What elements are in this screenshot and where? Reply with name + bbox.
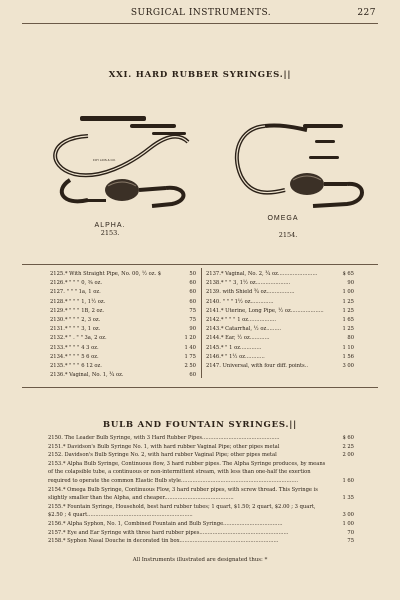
- section-title-hard-rubber: XXI. HARD RUBBER SYRINGES.||: [108, 70, 292, 80]
- list-item: 2141.* Uterine, Long Pipe, ½ oz.................... 1 25: [206, 307, 354, 314]
- list-item: 2129.* " " " 1B, 2 oz. 75: [50, 307, 196, 314]
- page-header: [26, 8, 376, 22]
- list-item: 2143.* Catarrhal, ½ oz......... 1 25: [206, 326, 354, 333]
- alpha-number: 2153.: [100, 229, 120, 237]
- alpha-name: ALPHA.: [94, 222, 126, 229]
- section-title-bulb-fountain: BULB AND FOUNTAIN SYRINGES.||: [102, 420, 298, 430]
- omega-name: OMEGA: [267, 215, 299, 222]
- list-item: 2150. The Leader Bulb Syringe, with 3 Hard Rubber Pipes............................................... $ 60: [48, 435, 354, 441]
- list-item: 2145.* " 1 oz............. 1 10: [206, 344, 354, 351]
- list-item: 2126.* " " " 0, ⅜ oz. 60: [50, 280, 196, 287]
- list-item: 2137.* Vaginal, No. 2, ¾ oz........................ $ 65: [206, 271, 354, 277]
- section-divider-rule: [22, 387, 378, 388]
- table-top-rule: [22, 264, 378, 265]
- list-item: 2125.* With Straight Pipe, No. 00, ½ oz. $ 50: [50, 271, 196, 277]
- list-item: 2136.* Vaginal, No. 1, ¾ oz. 60: [50, 372, 196, 379]
- omega-syringe-drawing: [225, 118, 375, 218]
- list-item: 2155.* Fountain Syringe, Household, best hard rubber tubes; 1 quart, $1.50; 2 quart, $2.00 ; 3 quart, $2.50 ; 4 quart................................................................ 3 00: [48, 503, 354, 519]
- header-rule: [22, 23, 378, 24]
- list-item: 2132.* " . " " 3a, 2 oz. 1 20: [50, 335, 196, 342]
- omega-syringe-illustration: [225, 118, 375, 218]
- list-item: 2152. Davidson's Bulb Syringe No. 2, with hard rubber Vaginal Pipe; other pipes metal 2 00: [48, 452, 354, 459]
- list-item: 2133.* " " " 4 3 oz. 1 40: [50, 344, 196, 351]
- list-item: 2127. " " " 1a, 1 oz. 60: [50, 289, 196, 296]
- right-price-list: [206, 270, 354, 371]
- list-item: 2128.* " " " 1, 1½ oz. 60: [50, 298, 196, 305]
- footer-note: All Instruments illustrated are designated thus: *: [132, 557, 268, 563]
- alpha-figure-label: [80, 222, 140, 237]
- alpha-syringe-illustration: [40, 108, 200, 218]
- alpha-stamp-text: FOY LIOS & CO.: [93, 158, 116, 162]
- left-price-list: [50, 270, 196, 380]
- alpha-syringe-drawing: [40, 108, 200, 218]
- list-item: 2134.* " " " 5 6 oz. 1 75: [50, 353, 196, 360]
- omega-figure-number: 2154.: [278, 231, 298, 239]
- list-item: 2135.* " " " 6 12 oz. 2 50: [50, 362, 196, 369]
- list-item: 2140. " " " 1½ oz.............. 1 25: [206, 298, 354, 305]
- list-item: 2142.* " " " 1 oz................. 1 65: [206, 316, 354, 323]
- list-item: 2157.* Eye and Ear Syringe with three hard rubber pipes...................................................... 70: [48, 529, 354, 536]
- bulb-price-list: [48, 434, 354, 546]
- list-item: 2147. Universal, with four diff. points.. 3 00: [206, 362, 354, 369]
- column-divider: [201, 268, 202, 378]
- omega-figure-label: [258, 215, 308, 222]
- page-number: 227: [357, 8, 376, 18]
- list-item: 2146.* " 1½ oz............ 1 56: [206, 353, 354, 360]
- list-item: 2154.* Omega Bulb Syringe, Continuous Flow, 3 hard rubber pipes, with screw thread. This Syringe is slightly smaller than the Alpha, and cheaper.......................................... 1 35: [48, 486, 354, 502]
- list-item: 2151.* Davidson's Bulb Syringe No. 1, with hard rubber Vaginal Pipe; other pipes metal 2 25: [48, 443, 354, 450]
- list-item: 2138.* " " 3, 1½ oz..................... 90: [206, 280, 354, 287]
- list-item: 2130.* " " " 2, 3 oz. 75: [50, 316, 196, 323]
- list-item: 2158.* Syphon Nasal Douche in decorated tin box............................................................ 75: [48, 538, 354, 545]
- list-item: 2139. with Shield ¾ oz................. 1 00: [206, 289, 354, 296]
- list-item: 2144.* Ear, ½ oz............ 80: [206, 335, 354, 342]
- list-item: 2156.* Alpha Syphon, No. 1, Combined Fountain and Bulb Syringe.................................... 1 00: [48, 520, 354, 527]
- list-item: 2153.* Alpha Bulb Syringe, Continuous flow, 3 hard rubber pipes. The Alpha Syringe produces, by means of the colapsible tube, a continuous or non-intermittent stream, with less than one-half the exertion required to operate the common Elastic Bulb style....................................................................... 1 60: [48, 460, 354, 484]
- list-item: 2131.* " " " 3, 1 oz. 90: [50, 326, 196, 333]
- page-title: SURGICAL INSTRUMENTS.: [130, 8, 272, 18]
